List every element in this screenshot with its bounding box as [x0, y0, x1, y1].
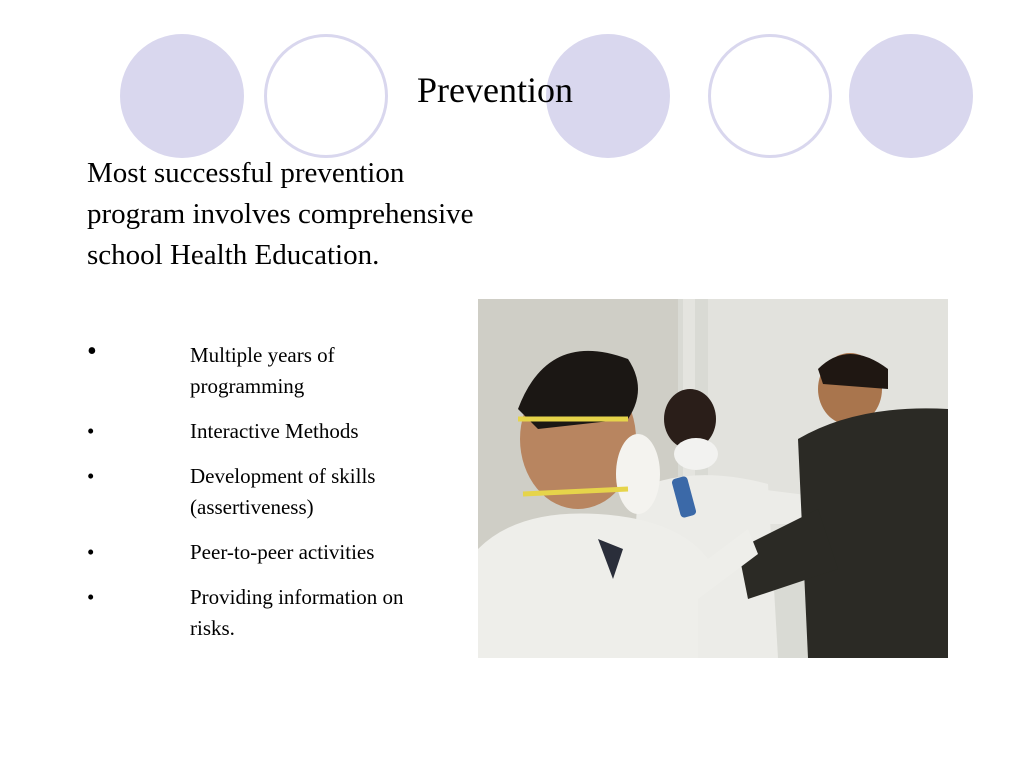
bullet-icon: • [87, 419, 95, 443]
bullet-text: Development of skills (assertiveness) [190, 464, 376, 519]
intro-text: Most successful prevention program involves comprehensive school Health Education. [87, 157, 474, 271]
bullet-list [87, 336, 437, 658]
decorative-circle-4 [708, 34, 832, 158]
classroom-roleplay-photo [478, 299, 948, 658]
list-item [87, 336, 437, 402]
bullet-icon: • [87, 336, 97, 367]
bullet-text: Interactive Methods [190, 419, 359, 443]
decorative-circle-1 [120, 34, 244, 158]
bullet-icon: • [87, 540, 95, 564]
list-item [87, 582, 437, 644]
bullet-text: Peer-to-peer activities [190, 540, 375, 564]
slide-title: Prevention [417, 70, 573, 110]
bullet-text: Providing information on risks. [190, 585, 404, 640]
decorative-circle-2 [264, 34, 388, 158]
list-item [87, 461, 437, 523]
bullet-text: Multiple years of programming [190, 343, 335, 398]
list-item [87, 537, 437, 568]
decorative-circle-5 [849, 34, 973, 158]
bullet-icon: • [87, 585, 95, 609]
bullet-icon: • [87, 464, 95, 488]
list-item [87, 416, 437, 447]
